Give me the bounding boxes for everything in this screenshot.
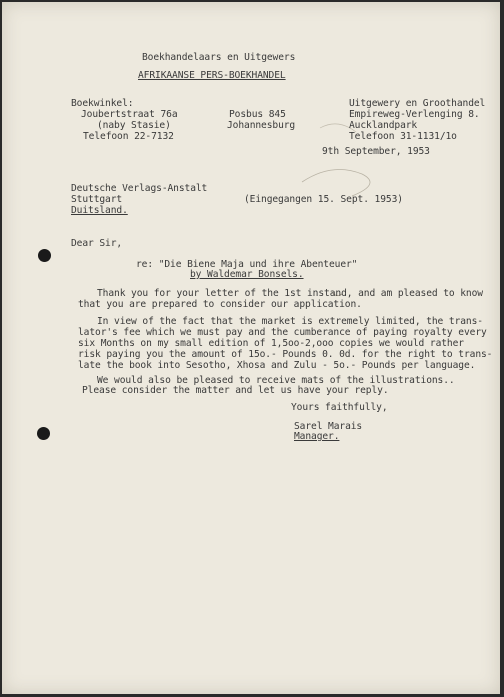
- signatory-title: Manager.: [294, 431, 340, 442]
- address-right-line2: Empireweg-Verlenging 8.: [349, 109, 480, 120]
- address-left-line4: Telefoon 22-7132: [83, 131, 174, 142]
- address-left-line1: Boekwinkel:: [71, 98, 134, 109]
- body-p3-line2: Please consider the matter and let us have your reply.: [82, 385, 389, 396]
- letter-page: [2, 2, 500, 694]
- body-p1-line1: Thank you for your letter of the 1st instand, and am pleased to know: [97, 288, 483, 299]
- letter-date: 9th September, 1953: [322, 146, 430, 157]
- address-middle-line1: Posbus 845: [229, 109, 286, 120]
- address-middle-line2: Johannesburg: [227, 120, 296, 131]
- body-p2-line2: lator's fee which we must pay and the cumberance of paying royalty every: [78, 327, 487, 338]
- body-p3-line1: We would also be pleased to receive mats of the illustrations..: [97, 375, 455, 386]
- body-p2-line4: risk paying you the amount of 15o.- Pounds 0. 0d. for the right to trans-: [78, 349, 493, 360]
- recipient-line2: Stuttgart: [71, 194, 123, 205]
- address-left-line3: (naby Stasie): [97, 120, 171, 131]
- salutation: Dear Sir,: [71, 238, 123, 249]
- closing: Yours faithfully,: [291, 402, 388, 413]
- letterhead-line1: Boekhandelaars en Uitgewers: [142, 52, 296, 63]
- letterhead-line2: AFRIKAANSE PERS-BOEKHANDEL: [138, 70, 286, 81]
- body-p2-line1: In view of the fact that the market is extremely limited, the trans-: [97, 316, 483, 327]
- subject-line1: re: "Die Biene Maja und ihre Abenteuer": [136, 259, 358, 270]
- punch-hole-top: [38, 249, 51, 262]
- signatory-name: Sarel Marais: [294, 421, 363, 432]
- address-right-line3: Aucklandpark: [349, 120, 418, 131]
- address-right-line4: Telefoon 31-1131/1o: [349, 131, 457, 142]
- body-p2-line5: late the book into Sesotho, Xhosa and Zulu - 5o.- Pounds per language.: [78, 360, 476, 371]
- address-right-line1: Uitgewery en Groothandel: [349, 98, 486, 109]
- body-p2-line3: six Months on my small edition of 1,5oo-2,ooo copies we would rather: [78, 338, 464, 349]
- body-p1-line2: that you are prepared to consider our application.: [78, 299, 362, 310]
- punch-hole-bottom: [37, 427, 50, 440]
- recipient-line3: Duitsland.: [71, 205, 128, 216]
- received-note: (Eingegangen 15. Sept. 1953): [244, 194, 403, 205]
- recipient-line1: Deutsche Verlags-Anstalt: [71, 183, 208, 194]
- subject-line2: by Waldemar Bonsels.: [190, 269, 304, 280]
- address-left-line2: Joubertstraat 76a: [81, 109, 178, 120]
